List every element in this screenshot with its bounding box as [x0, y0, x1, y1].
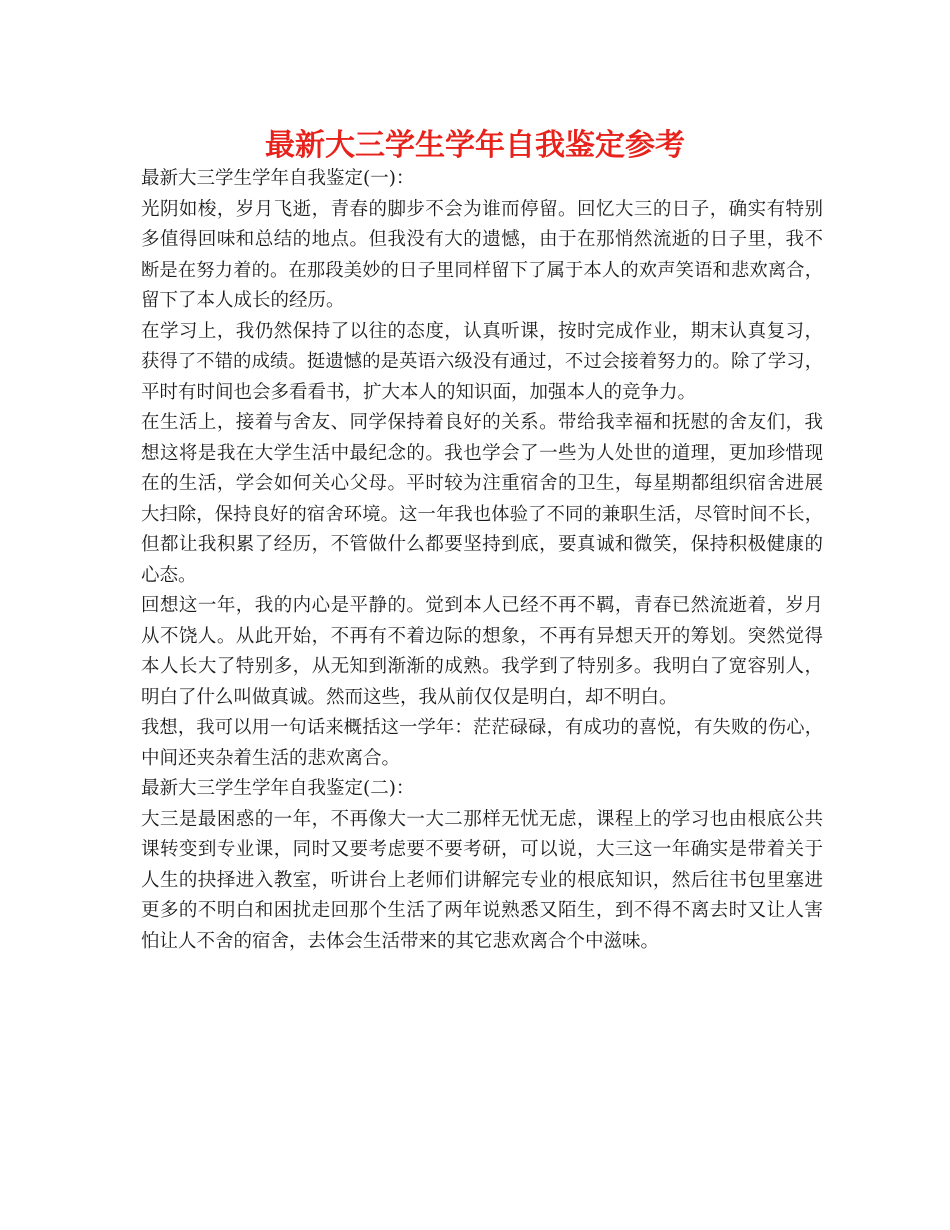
- body-line: 在的生活，学会如何关心父母。平时较为注重宿舍的卫生，每星期都组织宿舍进展: [141, 473, 823, 494]
- body-line: 最新大三学生学年自我鉴定(一)：: [141, 168, 415, 189]
- body-line: 人生的抉择进入教室，听讲台上老师们讲解完专业的根底知识，然后往书包里塞进: [141, 869, 823, 891]
- body-line: 最新大三学生学年自我鉴定(二)：: [141, 778, 415, 799]
- body-line: 课转变到专业课，同时又要考虑要不要考研，可以说，大三这一年确实是带着关于: [141, 839, 823, 860]
- body-line: 留下了本人成长的经历。: [141, 290, 345, 311]
- body-line: 平时有时间也会多看看书，扩大本人的知识面，加强本人的竞争力。: [141, 381, 697, 403]
- body-line: 中间还夹杂着生活的悲欢离合。: [141, 747, 401, 769]
- body-line: 光阴如梭，岁月飞逝，青春的脚步不会为谁而停留。回忆大三的日子，确实有特别: [141, 198, 823, 220]
- body-line: 想这将是我在大学生活中最纪念的。我也学会了一些为人处世的道理，更加珍惜现: [141, 442, 823, 464]
- body-line: 大扫除，保持良好的宿舍环境。这一年我也体验了不同的兼职生活，尽管时间不长，: [141, 503, 823, 525]
- body-line: 但都让我积累了经历，不管做什么都要坚持到底，要真诚和微笑，保持积极健康的: [141, 534, 823, 555]
- body-line: 我想，我可以用一句话来概括这一学年：茫茫碌碌，有成功的喜悦，有失败的伤心，: [141, 717, 823, 738]
- document-body: [141, 164, 823, 957]
- body-line: 在学习上，我仍然保持了以往的态度，认真听课，按时完成作业，期末认真复习，: [141, 320, 823, 342]
- body-line: 大三是最困惑的一年，不再像大一大二那样无忧无虑，课程上的学习也由根底公共: [141, 808, 823, 830]
- body-line: 断是在努力着的。在那段美妙的日子里同样留下了属于本人的欢声笑语和悲欢离合，: [141, 259, 823, 281]
- body-line: 回想这一年，我的内心是平静的。觉到本人已经不再不羁，青春已然流逝着，岁月: [141, 595, 823, 616]
- body-line: 明白了什么叫做真诚。然而这些，我从前仅仅是明白，却不明白。: [141, 686, 678, 708]
- body-line: 怕让人不舍的宿舍，去体会生活带来的其它悲欢离合个中滋味。: [141, 930, 660, 952]
- body-line: 获得了不错的成绩。挺遗憾的是英语六级没有通过，不过会接着努力的。除了学习，: [141, 351, 823, 372]
- body-line: 从不饶人。从此开始，不再有不着边际的想象，不再有异想天开的筹划。突然觉得: [141, 625, 823, 647]
- body-line: 更多的不明白和困扰走回那个生活了两年说熟悉又陌生，到不得不离去时又让人害: [141, 900, 823, 921]
- body-line: 在生活上，接着与舍友、同学保持着良好的关系。带给我幸福和抚慰的舍友们，我: [141, 412, 823, 433]
- body-line: 本人长大了特别多，从无知到渐渐的成熟。我学到了特别多。我明白了宽容别人，: [141, 656, 823, 677]
- body-line: 心态。: [141, 564, 197, 586]
- document-title: 最新大三学生学年自我鉴定参考: [265, 128, 685, 163]
- body-line: 多值得回味和总结的地点。但我没有大的遗憾，由于在那悄然流逝的日子里，我不: [141, 229, 823, 250]
